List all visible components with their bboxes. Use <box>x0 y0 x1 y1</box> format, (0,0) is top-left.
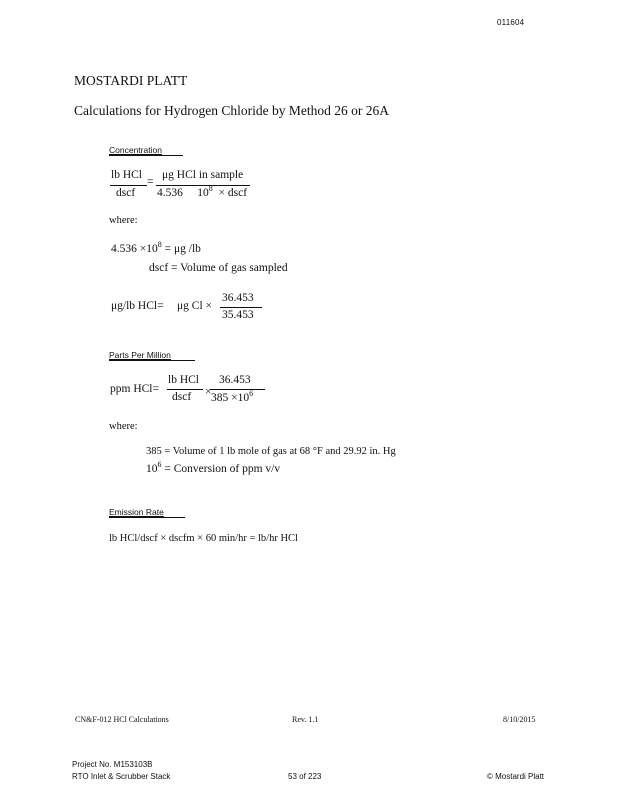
company-name: MOSTARDI PLATT <box>74 73 188 88</box>
ppm-denominator-base: 385 ×10 <box>211 392 250 404</box>
emission-heading: Emission Rate <box>109 507 164 517</box>
ppm-fraction-numerator: lb HCl <box>168 374 199 386</box>
concentration-rhs-denominator <box>157 184 248 199</box>
footer-form-id: CN&F-012 HCl Calculations <box>75 715 169 724</box>
footer-brand: © Mostardi Platt <box>487 772 545 781</box>
ppm-fraction-denominator: dscf <box>172 391 192 403</box>
ppm-def-exponent: 6 <box>157 460 162 470</box>
ppm-definition-molar-volume: 385 = Volume of 1 lb mole of gas at 68 °F and 29.92 in. Hg <box>146 446 396 457</box>
ppm-definition-conversion <box>146 460 281 475</box>
concentration-equals: = <box>147 176 154 188</box>
definition-dscf: dscf = Volume of gas sampled <box>149 262 288 274</box>
footer-page-number: 53 of 223 <box>288 772 322 781</box>
def-conversion-base: 4.536 ×10 <box>111 243 158 255</box>
concentration-heading: Concentration <box>109 145 162 155</box>
concentration-rhs-fraction-bar <box>156 185 250 186</box>
concentration-lhs-denominator: dscf <box>116 187 136 199</box>
conversion-fraction-bar <box>220 307 262 308</box>
concentration-lhs-fraction-bar <box>110 185 147 186</box>
ppm-def-base: 10 <box>146 463 158 475</box>
conversion-denominator: 35.453 <box>222 309 254 321</box>
def-conversion-exponent: 8 <box>157 240 162 250</box>
concentration-lhs-numerator: lb HCl <box>111 169 142 181</box>
denominator-dscf: × dscf <box>218 187 248 199</box>
concentration-where: where: <box>109 215 138 226</box>
denominator-coefficient: 4.536 <box>157 187 183 199</box>
ppm-where: where: <box>109 421 138 432</box>
denominator-base: 10 <box>197 187 209 199</box>
ppm-fraction-bar <box>167 389 203 390</box>
concentration-heading-rule <box>109 155 183 156</box>
footer-project-number: Project No. M153103B <box>72 760 153 769</box>
document-id: 011604 <box>497 18 525 27</box>
conversion-numerator: 36.453 <box>222 292 254 304</box>
conversion-lhs: μg/lb HCl= <box>111 300 164 312</box>
ppm-denominator-exponent: 6 <box>249 389 254 399</box>
footer-revision: Rev. 1.1 <box>292 715 319 724</box>
emission-formula: lb HCl/dscf × dscfm × 60 min/hr = lb/hr HCl <box>109 533 298 544</box>
definition-conversion-factor <box>111 240 201 255</box>
ppm-lhs: ppm HCl= <box>110 383 159 395</box>
footer-date: 8/10/2015 <box>503 715 536 724</box>
ppm-numerator: 36.453 <box>219 374 251 386</box>
emission-heading-rule <box>109 517 185 518</box>
ppm-main-fraction-bar <box>210 389 265 390</box>
page-subtitle: Calculations for Hydrogen Chloride by Method 26 or 26A <box>74 103 389 118</box>
ppm-heading: Parts Per Million <box>109 350 171 360</box>
ppm-denominator <box>211 389 254 404</box>
ppm-times: × <box>205 386 212 398</box>
denominator-exponent: 8 <box>208 184 213 194</box>
def-conversion-units: = μg /lb <box>164 243 201 255</box>
concentration-rhs-numerator: μg HCl in sample <box>162 169 244 181</box>
footer-location: RTO Inlet & Scrubber Stack <box>72 772 171 781</box>
ppm-def-text: = Conversion of ppm v/v <box>164 463 281 475</box>
ppm-heading-rule <box>109 360 195 361</box>
conversion-middle: μg Cl × <box>177 300 213 312</box>
